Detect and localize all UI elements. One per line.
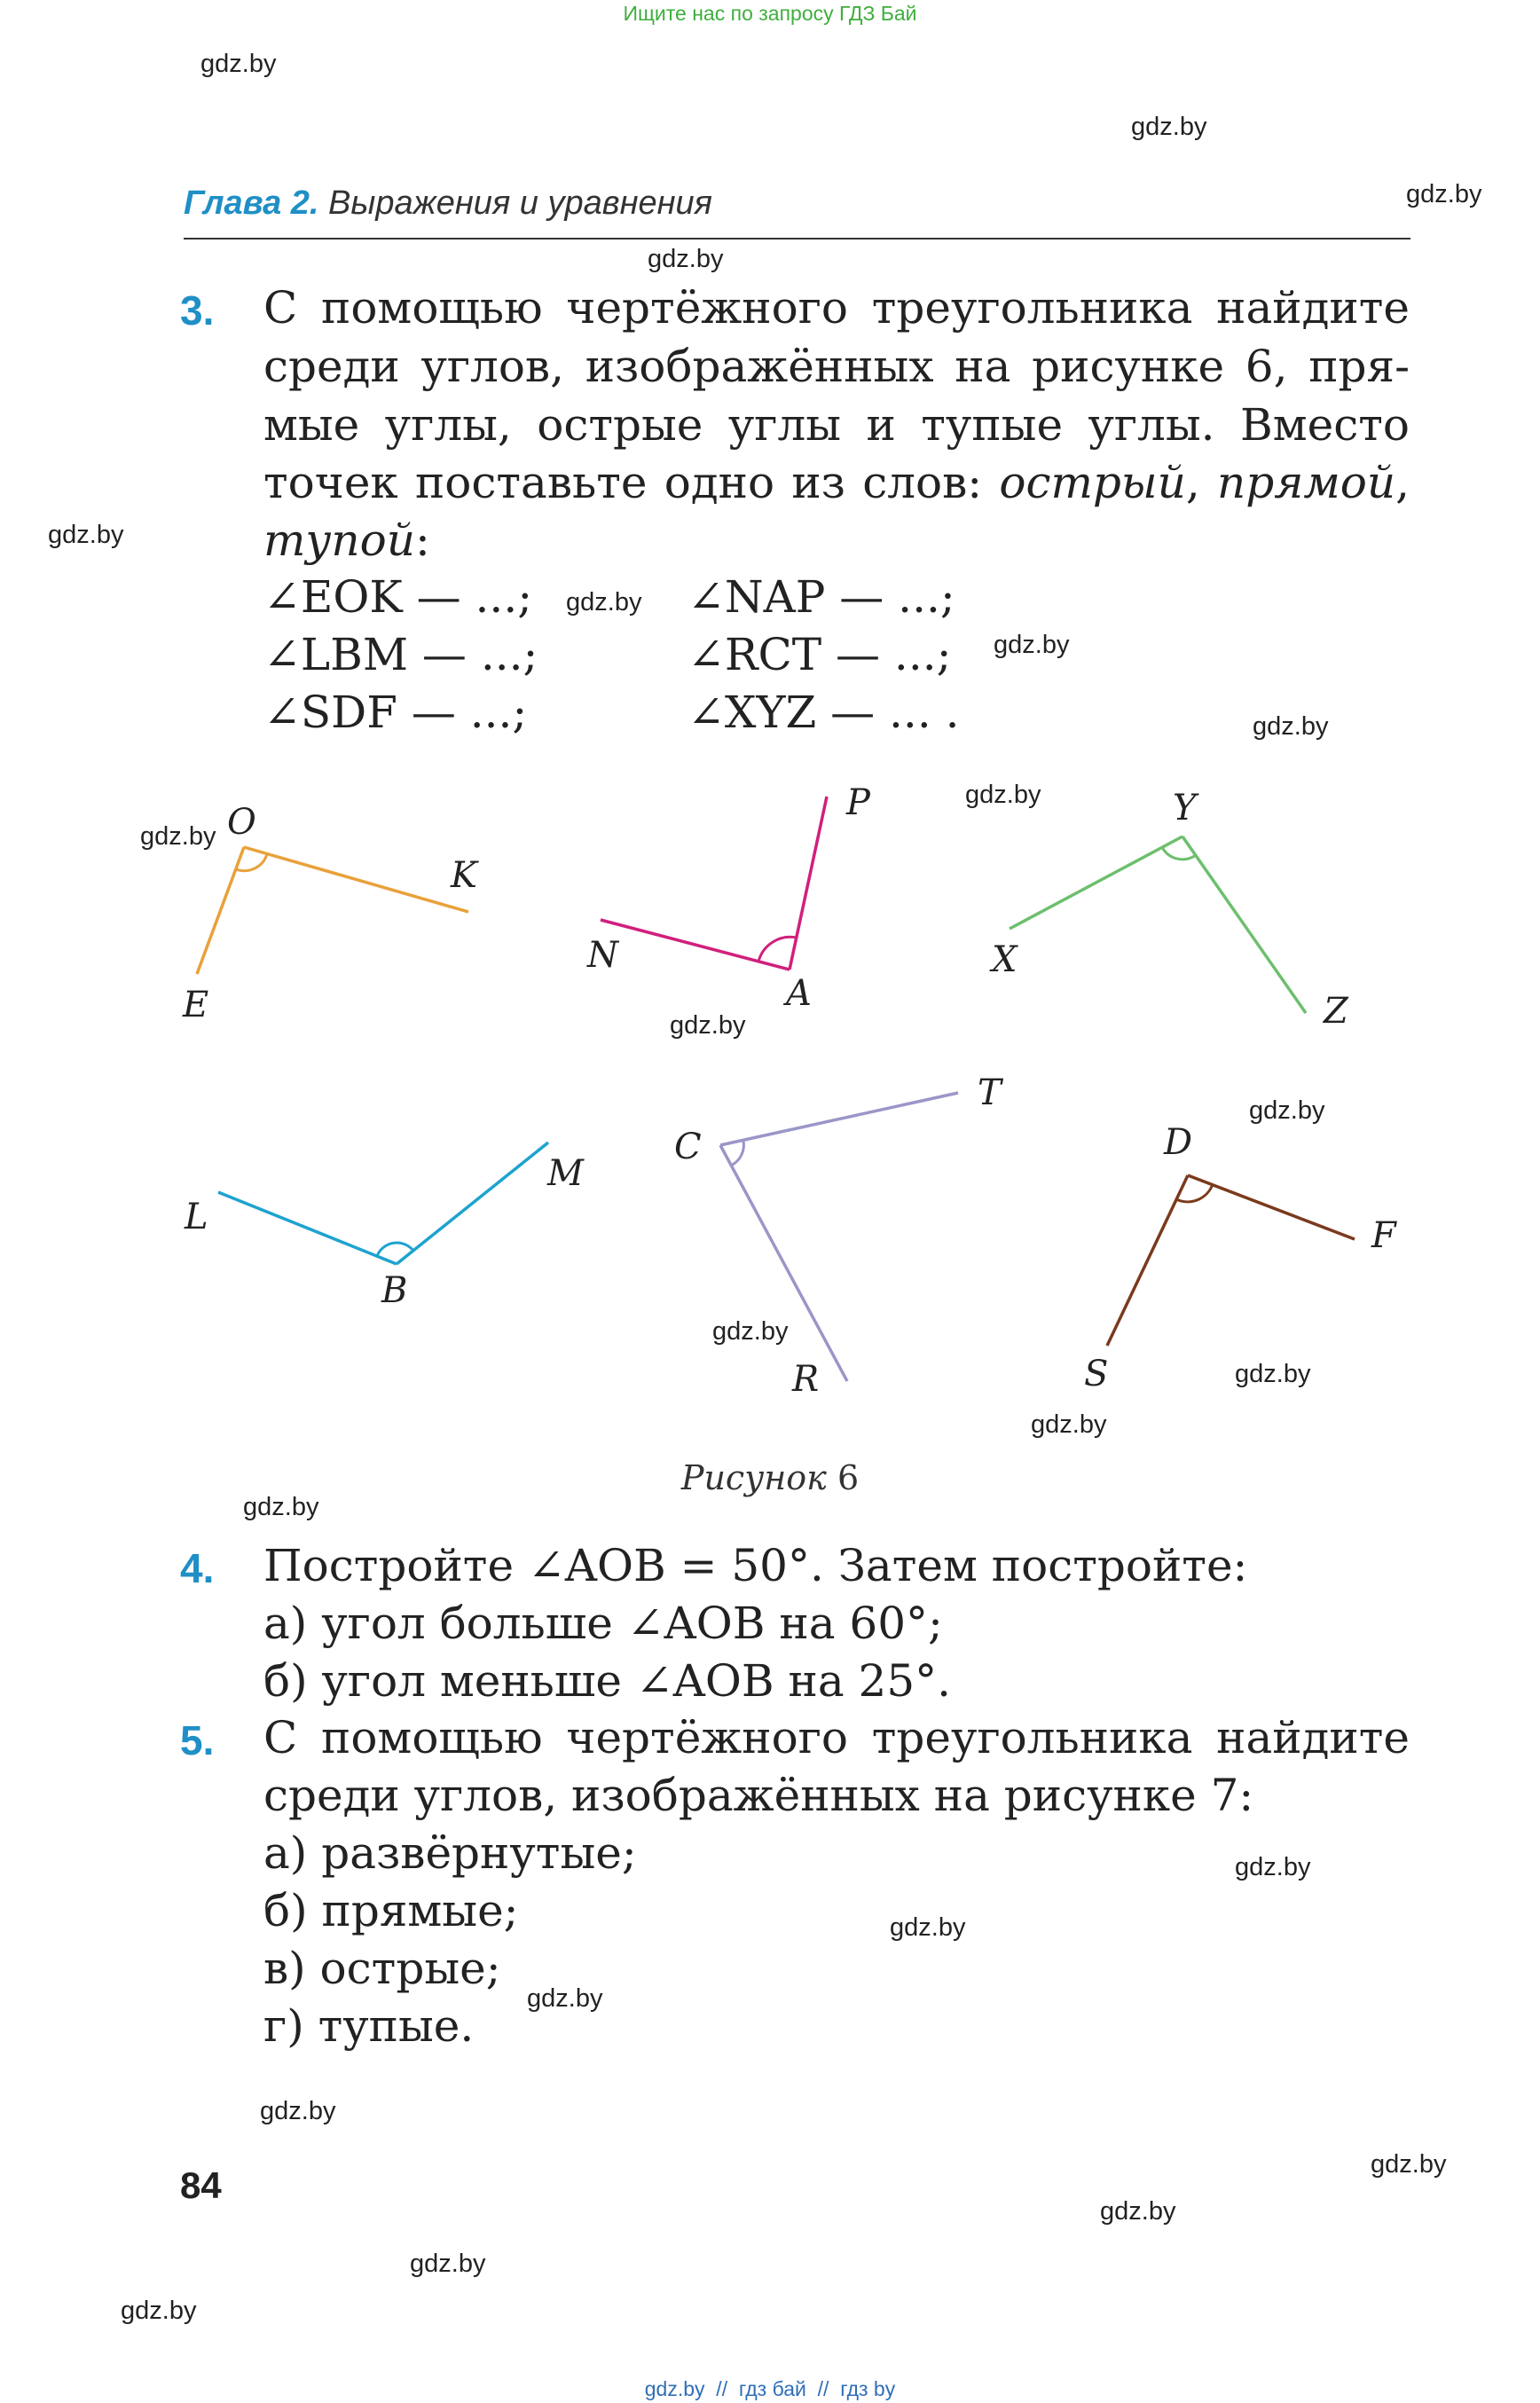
angle-lbm: [184, 1143, 585, 1311]
angle-nap: [586, 782, 871, 1014]
exercise-4-item-a: а) угол больше ∠AOB на 60°;: [263, 1598, 943, 1649]
label-m: M: [547, 1153, 584, 1194]
angle-item: ∠NAP — ...;: [688, 571, 955, 623]
watermark: gdz.by: [566, 588, 642, 616]
exercise-5-item-a: а) развёрнутые;: [263, 1827, 637, 1879]
label-t: T: [978, 1072, 1002, 1113]
watermark: gdz.by: [140, 822, 216, 851]
label-n: N: [587, 935, 618, 976]
watermark: gdz.by: [712, 1317, 789, 1346]
label-x: X: [992, 939, 1018, 980]
bottom-banner: gdz.by // гдз бай // гдз by: [644, 2377, 896, 2400]
exercise-3-number: 3.: [180, 287, 215, 334]
label-b: B: [381, 1270, 408, 1311]
label-r: R: [792, 1359, 820, 1400]
arc-rct: [731, 1141, 743, 1166]
watermark: gdz.by: [1235, 1853, 1311, 1881]
label-o: O: [227, 802, 256, 843]
ray-bm: [397, 1143, 548, 1264]
exercise-3-line: точек поставьте одно из слов: острый, прямой,: [263, 457, 1410, 508]
watermark: gdz.by: [1031, 1410, 1107, 1439]
watermark: gdz.by: [527, 1984, 603, 2013]
ray-ap: [790, 797, 827, 970]
label-e: E: [183, 985, 209, 1025]
label-l: L: [185, 1197, 208, 1237]
label-z: Z: [1324, 991, 1348, 1032]
watermark: gdz.by: [1249, 1096, 1325, 1125]
ray-bl: [218, 1192, 397, 1264]
angle-item: ∠XYZ — ... .: [688, 687, 960, 738]
ray-ds: [1107, 1175, 1188, 1346]
figure-caption: [0, 1458, 1540, 1497]
word-acute: острый: [999, 457, 1186, 508]
ray-oe: [197, 847, 244, 974]
chapter-title: Выражения и уравнения: [328, 185, 712, 222]
exercise-4-item-b: б) угол меньше ∠AOB на 25°.: [263, 1655, 952, 1707]
watermark: gdz.by: [1131, 113, 1207, 141]
ray-ok: [244, 847, 468, 912]
angle-xyz: [989, 788, 1349, 1032]
angle-item: ∠SDF — ...;: [263, 687, 528, 738]
exercise-5-line: среди углов, изображённых на рисунке 7:: [263, 1770, 1254, 1821]
exercise-5-number: 5.: [180, 1717, 215, 1763]
label-a: A: [786, 973, 812, 1014]
label-s: S: [1084, 1354, 1109, 1394]
caption-number: 6: [837, 1458, 860, 1497]
exercise-3-line: тупой:: [263, 514, 430, 566]
label-c: C: [674, 1127, 702, 1167]
watermark: gdz.by: [410, 2250, 486, 2278]
watermark: gdz.by: [260, 2097, 336, 2125]
exercise-4-number: 4.: [180, 1545, 215, 1591]
angle-sdf: [1084, 1122, 1397, 1394]
watermark: gdz.by: [48, 521, 124, 549]
exercise-4-line: Постройте ∠AOB = 50°. Затем постройте:: [263, 1540, 1248, 1591]
exercise-5-line: С помощью чертёжного треугольника найдите: [263, 1712, 1410, 1763]
exercise-5-item-d: г) тупые.: [263, 2000, 475, 2052]
label-y: Y: [1173, 788, 1197, 828]
exercise-3-line: мые углы, острые углы и тупые углы. Вместо: [263, 399, 1410, 451]
watermark: gdz.by: [1100, 2197, 1176, 2226]
angle-rct: [674, 1072, 1004, 1400]
watermark: gdz.by: [1406, 180, 1482, 208]
label-p: P: [846, 782, 870, 823]
chapter-number: Глава 2.: [184, 185, 319, 222]
ray-yx: [1010, 836, 1182, 929]
exercise-5-item-b: б) прямые;: [263, 1885, 519, 1936]
ray-an: [601, 920, 790, 970]
watermark: gdz.by: [670, 1011, 746, 1040]
angle-item: ∠EOK — ...;: [263, 571, 533, 623]
word-right: прямой: [1217, 457, 1396, 508]
word-obtuse: тупой: [263, 514, 415, 566]
ray-ct: [720, 1093, 958, 1145]
label-d: D: [1164, 1122, 1193, 1163]
watermark: gdz.by: [890, 1913, 966, 1942]
watermark: gdz.by: [1235, 1360, 1311, 1388]
label-k: K: [451, 855, 477, 896]
angle-item: ∠LBM — ...;: [263, 629, 538, 680]
watermark: gdz.by: [243, 1493, 319, 1521]
watermark: gdz.by: [965, 781, 1041, 809]
caption-word: Рисунок: [680, 1458, 827, 1497]
watermark: gdz.by: [121, 2297, 197, 2325]
watermark: gdz.by: [200, 50, 277, 78]
watermark: gdz.by: [1253, 712, 1329, 741]
top-banner: Ищите нас по запросу ГДЗ Бай: [623, 2, 917, 25]
exercise-5-item-c: в) острые;: [263, 1943, 501, 1994]
watermark: gdz.by: [994, 631, 1070, 659]
exercise-3-line: среди углов, изображённых на рисунке 6, пря-: [263, 341, 1410, 392]
angle-eok: [182, 802, 479, 1025]
watermark: gdz.by: [648, 245, 724, 273]
angle-item: ∠RCT — ...;: [688, 629, 952, 680]
page-number: 84: [180, 2164, 222, 2206]
label-f: F: [1371, 1215, 1396, 1256]
exercise-3-line: С помощью чертёжного треугольника найдите: [263, 282, 1410, 334]
watermark: gdz.by: [1371, 2150, 1447, 2179]
ray-cr: [720, 1145, 847, 1381]
ray-yz: [1182, 836, 1306, 1013]
